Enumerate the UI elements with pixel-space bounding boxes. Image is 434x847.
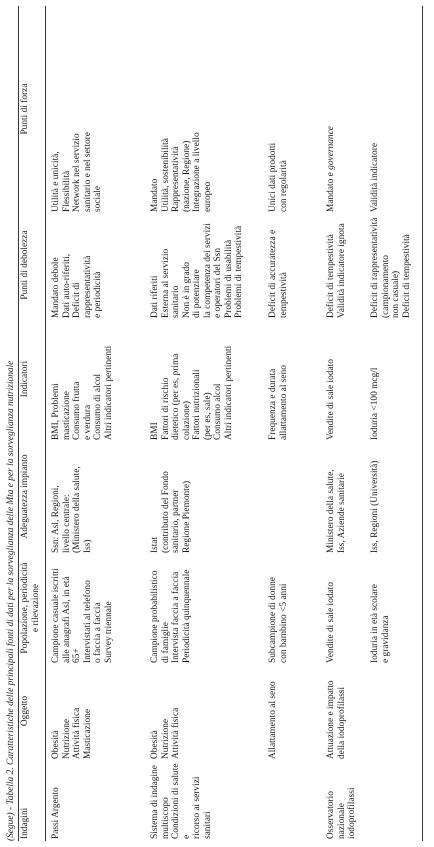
table-bottom-rule <box>422 6 423 841</box>
header-popolazione: Popolazione, periodicità e rilevazione <box>20 562 41 654</box>
row3-oggetto: Allattamento al seno <box>268 681 278 759</box>
row2-forza: Mandato Utilità, sostenibilità Rappresentatività (nazione, Regione) Integrazione a livello europeo <box>150 132 213 212</box>
row3-forza: Unici dati prodotti con regolarità <box>268 142 289 212</box>
row2-indagini: Sistema di indagine multiscopo Condizioni di salute e ricorso ai servizi sanitari <box>150 763 213 839</box>
table-caption <box>5 6 19 841</box>
row4-adeguatezza: Ministero della salute, Iss, Aziende sanitarie <box>326 469 347 553</box>
row5-debolezza: Deficit di rappresentatività (campionamento non casuale) Deficit di tempestività <box>370 217 412 318</box>
row4-popolazione: Vendite di sale iodato <box>326 582 336 663</box>
row4-indagini: Osservatorio nazionale iodoprofilassi <box>326 787 357 839</box>
row5-forza: Validità indicatore <box>370 143 380 212</box>
row1-oggetto: Obesità Nutrizione Attività fisica Masticazione <box>51 707 93 759</box>
row1-indicatori: BMI, Problemi masticazione Consumo frutta e verdura Consumo di alcol Altri indicatori pertinenti <box>51 345 114 440</box>
header-indicatori: Indicatori <box>20 360 30 398</box>
rotated-table-page <box>5 6 429 841</box>
row1-popolazione: Campione casuale iscritti alle anagrafi Asl, in età 65+ Intervistati al telefono o faccia a faccia Survey triennale <box>51 568 114 663</box>
row2-indicatori: BMI Fattori di rischio dietetico (per es, prima colazione) Fattori nutrizionali (per es, sale) Consumo alcol Altri indicatori pertinenti <box>150 345 234 440</box>
row2-popolazione: Campione probabilistico di famiglie Intervista faccia a faccia Periodicità quinquennale <box>150 569 192 663</box>
header-debolezza: Punti di debolezza <box>20 230 30 300</box>
row4-forza-text: Mandato e <box>326 169 336 212</box>
row2-debolezza: Dati riferiti Esterna al servizio sanitario Non è in grado di potenziare la competenza dei servizi e operatori del Ssn Problemi di usabilità Problemi di tempestività <box>150 222 244 318</box>
row4-debolezza: Deficit di tempestività Validità indicatore ignota <box>326 223 347 318</box>
row1-indagini: Passi Argento <box>51 787 61 839</box>
header-bottom-rule <box>45 6 46 841</box>
row1-debolezza: Mandato debole Dati auto-riferiti, Deficit di rappresentatività e periodicità <box>51 253 103 318</box>
row4-forza <box>326 102 337 212</box>
row3-debolezza: Deficit di accuratezza e tempestività <box>268 229 289 318</box>
row5-popolazione: Ioduria in età scolare e gravidanza <box>370 584 391 663</box>
row5-indicatori: Ioduria <100 mcg/l <box>370 367 380 440</box>
row4-oggetto: Attuazione e impatto della iodoprofilassi <box>326 680 347 759</box>
row3-indicatori: Frequenza e durata allattamento al seno <box>268 365 289 440</box>
caption-title: Caratteristiche delle principali fonti di dati per la sorveglianza delle Mta e per la sorveglianza nutrizionale <box>6 360 16 766</box>
row1-adeguatezza: Ssn: Asl, Regioni, livello centrale: (Ministero della salute, Iss) <box>51 466 93 553</box>
header-indagini: Indagini <box>20 807 30 839</box>
header-oggetto: Oggetto <box>20 695 30 727</box>
header-forza: Punti di forza <box>20 83 30 135</box>
row2-adeguatezza: Istat (contributo del Fondo sanitario, partner Regione Piemonte) <box>150 471 192 553</box>
caption-prefix: (Segue) - Tabella 2. <box>6 767 16 841</box>
row2-oggetto: Obesità Nutrizione Attività fisica <box>150 707 181 759</box>
row4-indicatori: Vendite di sale iodato <box>326 359 336 440</box>
row5-adeguatezza: Iss, Regioni (Università) <box>370 460 380 553</box>
row4-forza-governance: governance <box>326 126 336 170</box>
row1-forza: Utilità e unicità, Flessibilità Network nel servizio sanitario e nel settore sociale <box>51 132 103 212</box>
row3-popolazione: Subcampione di donne con bambino <5 anni <box>268 577 289 663</box>
header-adeguatezza: Adeguatezza impianto <box>20 454 30 539</box>
